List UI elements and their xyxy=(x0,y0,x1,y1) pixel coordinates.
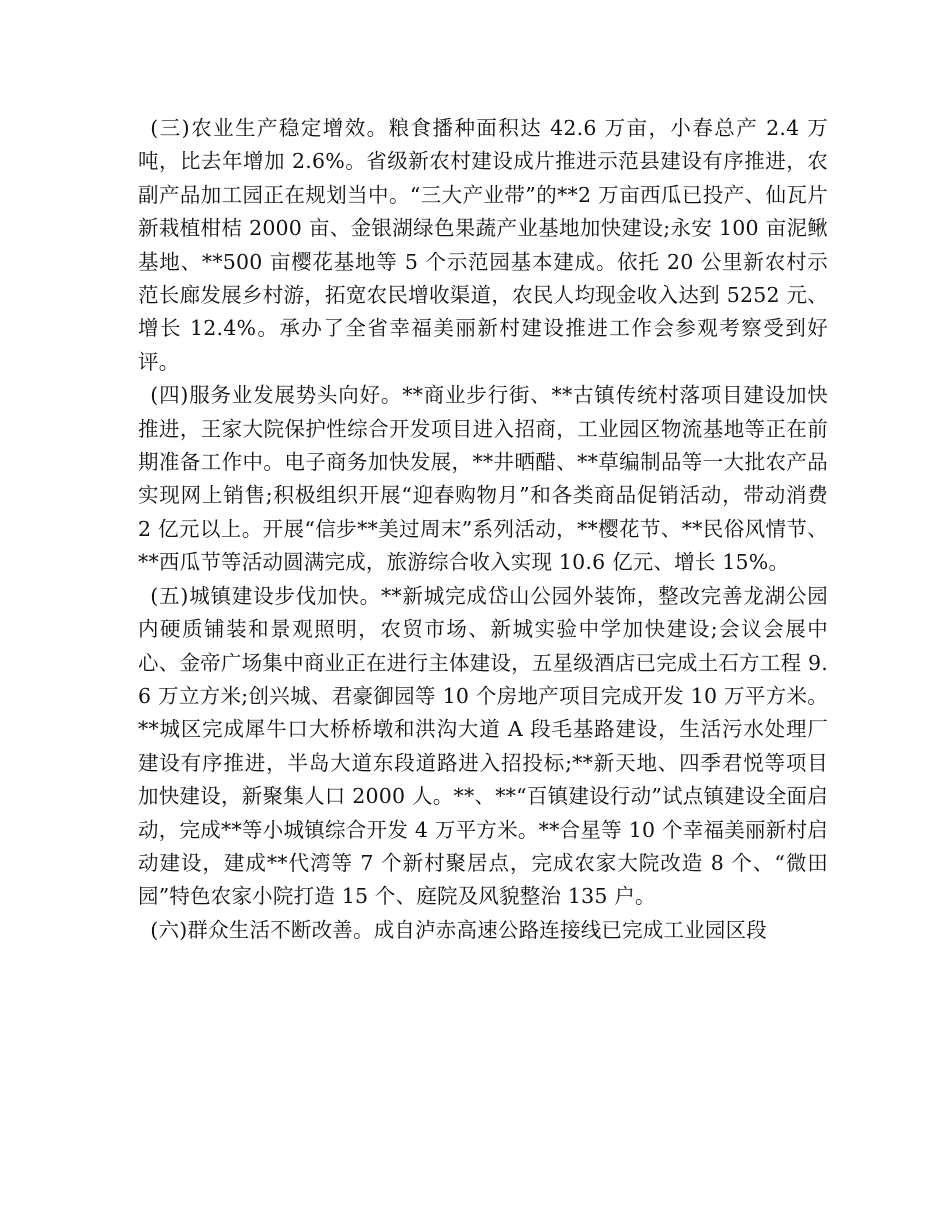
paragraph-services: (四)服务业发展势头向好。**商业步行街、**古镇传统村落项目建设加快推进，王家大院保护性综合开发项目进入招商，工业园区物流基地等正在前期准备工作中。电子商务加快发展，**井晒醋、**草编制品等一大批农产品实现网上销售;积极组织开展“迎春购物月”和各类商品促销活动，带动消费 2 亿元以上。开展“信步**美过周末”系列活动，**樱花节、**民俗风情节、**西瓜节等活动圆满完成，旅游综合收入实现 10.6 亿元、增长 15%。 xyxy=(138,383,828,575)
paragraph-public-livelihood: (六)群众生活不断改善。成自泸赤高速公路连接线已完成工业园区段 xyxy=(150,917,767,942)
document-page xyxy=(138,112,828,947)
paragraph-urban-construction: (五)城镇建设步伐加快。**新城完成岱山公园外装饰，整改完善龙湖公园内硬质铺装和景观照明，农贸市场、新城实验中学加快建设;会议会展中心、金帝广场集中商业正在进行主体建设，五星级酒店已完成土石方工程 9.6 万立方米;创兴城、君豪御园等 10 个房地产项目完成开发 10 万平方米。**城区完成犀牛口大桥桥墩和洪沟大道 A 段毛基路建设，生活污水处理厂建设有序推进，半岛大道东段道路进入招投标;**新天地、四季君悦等项目加快建设，新聚集人口 2000 人。**、**“百镇建设行动”试点镇建设全面启动，完成**等小城镇综合开发 4 万平方米。**合星等 10 个幸福美丽新村启动建设，建成**代湾等 7 个新村聚居点，完成农家大院改造 8 个、“微田园”特色农家小院打造 15 个、庭院及风貌整治 135 户。 xyxy=(138,583,828,909)
paragraph-agriculture: (三)农业生产稳定增效。粮食播种面积达 42.6 万亩，小春总产 2.4 万吨，比去年增加 2.6%。省级新农村建设成片推进示范县建设有序推进，农副产品加工园正在规划当中。“三大产业带”的**2 万亩西瓜已投产、仙瓦片新栽植柑桔 2000 亩、金银湖绿色果蔬产业基地加快建设;永安 100 亩泥鳅基地、**500 亩樱花基地等 5 个示范园基本建成。依托 20 公里新农村示范长廊发展乡村游，拓宽农民增收渠道，农民人均现金收入达到 5252 元、增长 12.4%。承办了全省幸福美丽新村建设推进工作会参观考察受到好评。 xyxy=(138,116,828,374)
